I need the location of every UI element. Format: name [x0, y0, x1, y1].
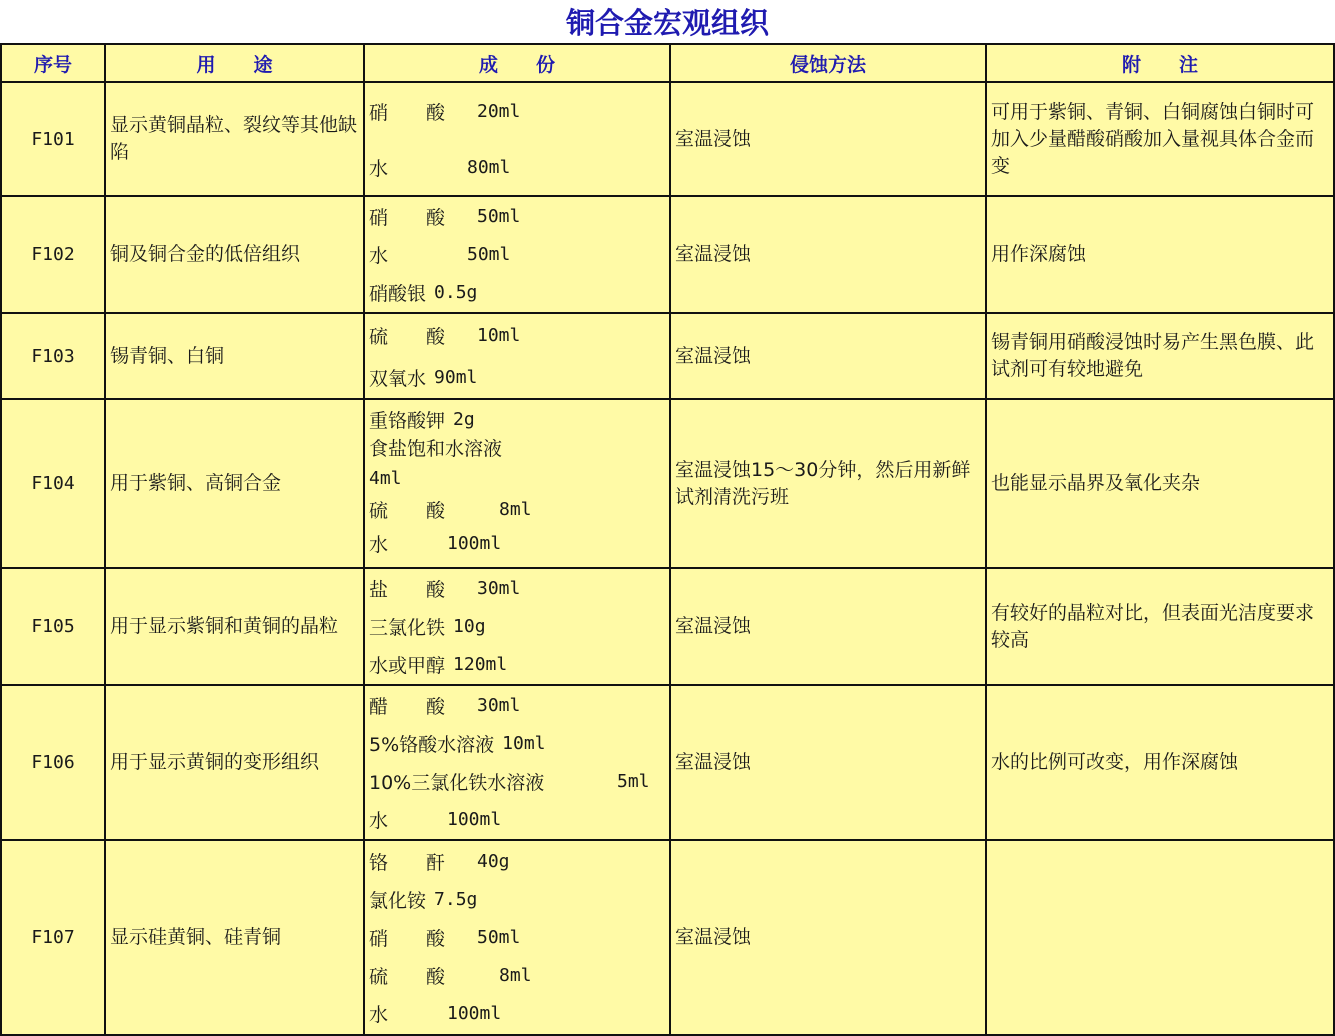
component-amount: 5ml — [617, 770, 650, 792]
row-note: 有较好的晶粒对比，但表面光洁度要求较高 — [986, 568, 1334, 685]
table-row — [1, 568, 1334, 685]
component-name: 水 — [369, 157, 389, 180]
component-line — [369, 918, 665, 956]
row-note: 水的比例可改变，用作深腐蚀 — [986, 685, 1334, 840]
component-line — [369, 994, 665, 1033]
row-method: 室温浸蚀 — [670, 840, 986, 1035]
header-use: 用 途 — [105, 44, 364, 82]
component-line — [369, 607, 665, 645]
component-amount: 50ml — [467, 243, 511, 265]
component-name: 硝 酸 — [369, 927, 446, 950]
row-id: F105 — [1, 568, 105, 685]
component-amount: 80ml — [467, 156, 511, 178]
component-name: 硫 酸 — [369, 325, 446, 348]
component-line — [369, 956, 665, 994]
component-amount: 100ml — [447, 809, 502, 830]
table-row — [1, 82, 1334, 196]
component-amount: 10ml — [502, 732, 546, 754]
component-name: 水 — [369, 534, 389, 556]
row-composition — [364, 685, 670, 840]
row-id: F102 — [1, 196, 105, 313]
row-composition — [364, 568, 670, 685]
row-id: F103 — [1, 313, 105, 399]
row-id: F106 — [1, 685, 105, 840]
component-line — [369, 314, 665, 356]
page-title: 铜合金宏观组织 — [565, 6, 769, 40]
table-row — [1, 313, 1334, 399]
component-amount: 10g — [453, 615, 486, 637]
component-line — [369, 494, 665, 524]
component-amount: 0.5g — [434, 282, 478, 303]
component-name: 双氧水 — [369, 367, 427, 390]
component-name: 盐 酸 — [369, 578, 446, 601]
component-amount: 7.5g — [434, 888, 478, 910]
component-line — [369, 139, 665, 195]
component-name: 铬 酐 — [369, 851, 446, 874]
component-name: 水或甲醇 — [369, 655, 446, 677]
component-line — [369, 762, 665, 800]
component-line — [369, 842, 665, 880]
row-composition — [364, 313, 670, 399]
table-row — [1, 685, 1334, 840]
component-name: 硝 酸 — [369, 101, 446, 124]
row-method: 室温浸蚀 — [670, 313, 986, 399]
row-note: 也能显示晶界及氧化夹杂 — [986, 399, 1334, 568]
component-name: 硫 酸 — [369, 965, 446, 988]
component-amount: 100ml — [447, 1003, 502, 1024]
component-amount: 50ml — [477, 205, 521, 227]
etchant-table — [0, 43, 1335, 1036]
component-amount: 50ml — [477, 926, 521, 948]
component-line — [369, 404, 665, 434]
header-row — [1, 44, 1334, 82]
row-method: 室温浸蚀 — [670, 82, 986, 196]
component-line — [369, 524, 665, 563]
component-amount: 4ml — [369, 468, 402, 489]
row-method: 室温浸蚀 — [670, 685, 986, 840]
component-line — [369, 197, 665, 235]
component-amount: 120ml — [453, 654, 508, 675]
header-note: 附 注 — [986, 44, 1334, 82]
header-id: 序号 — [1, 44, 105, 82]
component-line — [369, 235, 665, 273]
component-amount: 30ml — [477, 577, 521, 599]
component-name: 重铬酸钾 — [369, 409, 446, 432]
component-amount: 10ml — [477, 324, 521, 346]
component-name: 水 — [369, 810, 389, 832]
component-name: 醋 酸 — [369, 695, 446, 718]
header-composition: 成 份 — [364, 44, 670, 82]
component-name: 氯化铵 — [369, 889, 427, 912]
component-line — [369, 880, 665, 918]
row-use: 用于显示紫铜和黄铜的晶粒 — [105, 568, 364, 685]
component-name: 硫 酸 — [369, 499, 446, 522]
component-amount: 8ml — [499, 964, 532, 986]
component-amount: 30ml — [477, 694, 521, 716]
row-method: 室温浸蚀 — [670, 196, 986, 313]
component-amount: 8ml — [499, 498, 532, 520]
component-amount: 20ml — [477, 100, 521, 122]
table-body — [1, 82, 1334, 1035]
component-name: 食盐饱和水溶液 — [369, 438, 503, 460]
table-row — [1, 840, 1334, 1035]
table-row — [1, 399, 1334, 568]
row-composition — [364, 196, 670, 313]
row-method: 室温浸蚀15～30分钟，然后用新鲜试剂清洗污班 — [670, 399, 986, 568]
row-id: F104 — [1, 399, 105, 568]
component-line — [369, 83, 665, 139]
row-id: F107 — [1, 840, 105, 1035]
row-use: 锡青铜、白铜 — [105, 313, 364, 399]
component-name: 水 — [369, 1004, 389, 1026]
component-line — [369, 569, 665, 607]
row-composition — [364, 399, 670, 568]
component-amount: 2g — [453, 408, 475, 430]
component-line — [369, 273, 665, 312]
table-row — [1, 196, 1334, 313]
component-line — [369, 800, 665, 839]
row-note: 锡青铜用硝酸浸蚀时易产生黑色膜、此试剂可有较地避免 — [986, 313, 1334, 399]
row-note — [986, 840, 1334, 1035]
row-note: 用作深腐蚀 — [986, 196, 1334, 313]
component-line — [369, 724, 665, 762]
component-line — [369, 356, 665, 398]
component-name: 硝 酸 — [369, 206, 446, 229]
component-name: 5%铬酸水溶液 — [369, 733, 495, 756]
row-use: 用于显示黄铜的变形组织 — [105, 685, 364, 840]
row-use: 用于紫铜、高铜合金 — [105, 399, 364, 568]
header-method: 侵蚀方法 — [670, 44, 986, 82]
component-line — [369, 434, 665, 494]
component-line — [369, 686, 665, 724]
component-name: 10%三氯化铁水溶液 — [369, 771, 545, 794]
component-name: 三氯化铁 — [369, 616, 446, 639]
row-note: 可用于紫铜、青铜、白铜腐蚀白铜时可加入少量醋酸硝酸加入量视具体合金而变 — [986, 82, 1334, 196]
component-amount: 100ml — [447, 533, 502, 554]
row-use: 铜及铜合金的低倍组织 — [105, 196, 364, 313]
component-amount: 90ml — [434, 366, 478, 388]
row-use: 显示硅黄铜、硅青铜 — [105, 840, 364, 1035]
component-line — [369, 645, 665, 684]
row-method: 室温浸蚀 — [670, 568, 986, 685]
row-composition — [364, 840, 670, 1035]
component-name: 硝酸银 — [369, 283, 427, 305]
component-amount: 40g — [477, 850, 510, 872]
row-composition — [364, 82, 670, 196]
row-use: 显示黄铜晶粒、裂纹等其他缺陷 — [105, 82, 364, 196]
component-name: 水 — [369, 244, 389, 267]
row-id: F101 — [1, 82, 105, 196]
